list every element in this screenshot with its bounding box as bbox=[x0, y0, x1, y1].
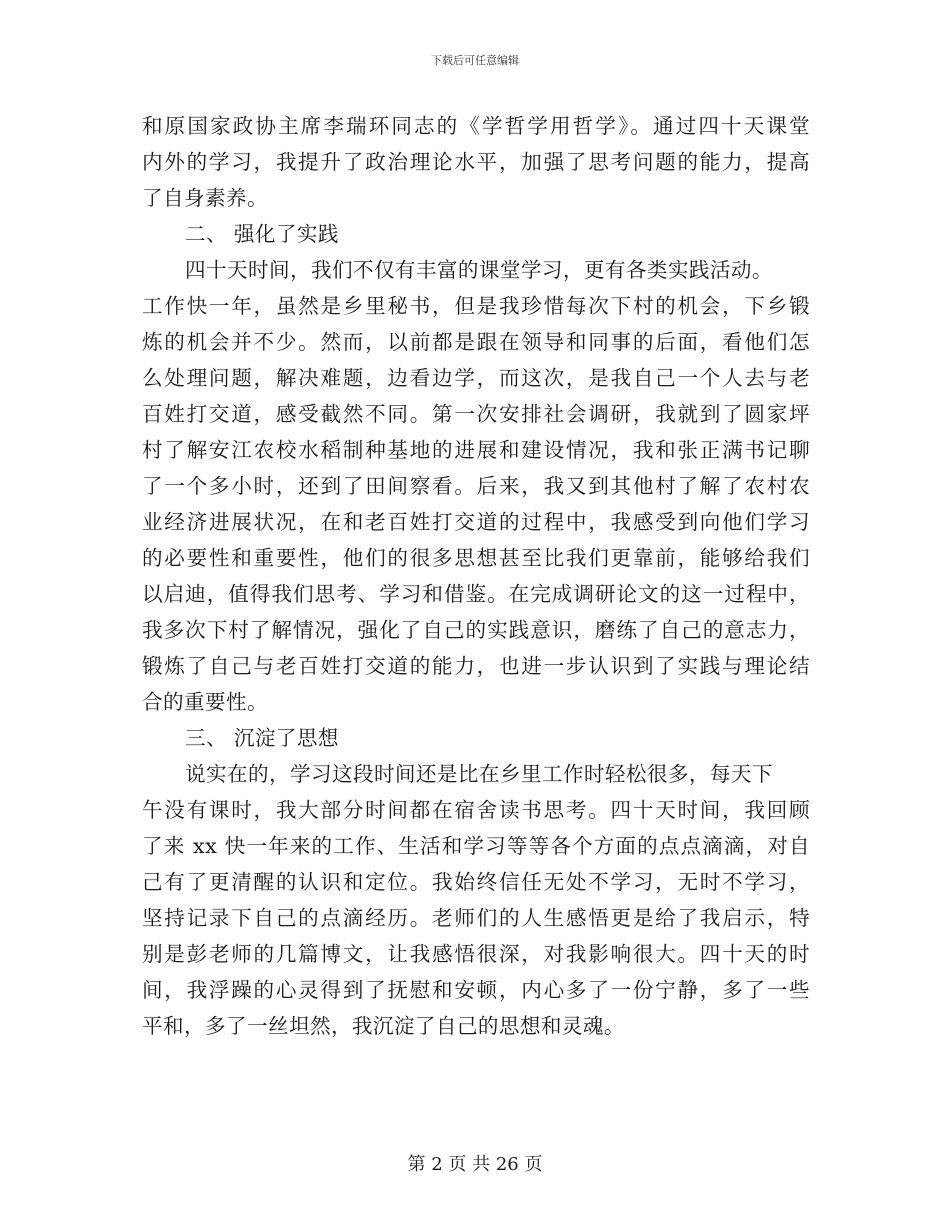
paragraph-line: 间，我浮躁的心灵得到了抚慰和安顿，内心多了一份宁静，多了一些 bbox=[142, 978, 810, 1002]
paragraph-line: 别是彭老师的几篇博文，让我感悟很深，对我影响很大。四十天的时 bbox=[142, 942, 810, 966]
paragraph-line: 坚持记录下自己的点滴经历。老师们的人生感悟更是给了我启示，特 bbox=[142, 906, 810, 930]
paragraph-line: 的必要性和重要性，他们的很多思想甚至比我们更靠前，能够给我们 bbox=[142, 546, 810, 570]
paragraph-line: 么处理问题，解决难题，边看边学，而这次，是我自己一个人去与老 bbox=[142, 366, 810, 390]
paragraph-line: 锻炼了自己与老百姓打交道的能力，也进一步认识到了实践与理论结 bbox=[142, 654, 810, 678]
paragraph-line: 午没有课时，我大部分时间都在宿舍读书思考。四十天时间，我回顾 bbox=[142, 798, 810, 822]
paragraph-line: 工作快一年，虽然是乡里秘书，但是我珍惜每次下村的机会，下乡锻 bbox=[142, 294, 810, 318]
section-heading-2: 二、 强化了实践 bbox=[185, 222, 339, 246]
paragraph-line: 炼的机会并不少。然而，以前都是跟在领导和同事的后面，看他们怎 bbox=[142, 330, 810, 354]
paragraph-line: 合的重要性。 bbox=[142, 690, 268, 714]
paragraph-line: 了自身素养。 bbox=[142, 186, 268, 210]
paragraph-line: 了一个多小时，还到了田间察看。后来，我又到其他村了解了农村农 bbox=[142, 474, 810, 498]
paragraph-line: 己有了更清醒的认识和定位。我始终信任无处不学习，无时不学习， bbox=[142, 870, 810, 894]
paragraph-line: 了来 xx 快一年来的工作、生活和学习等等各个方面的点点滴滴，对自 bbox=[142, 834, 810, 858]
page-header-note: 下载后可任意编辑 bbox=[431, 54, 519, 67]
paragraph-line: 内外的学习，我提升了政治理论水平，加强了思考问题的能力，提高 bbox=[142, 150, 810, 174]
paragraph-line: 我多次下村了解情况，强化了自己的实践意识，磨练了自己的意志力， bbox=[142, 618, 810, 642]
paragraph-line: 百姓打交道，感受截然不同。第一次安排社会调研，我就到了圆家坪 bbox=[142, 402, 810, 426]
paragraph-line: 以启迪，值得我们思考、学习和借鉴。在完成调研论文的这一过程中， bbox=[142, 582, 810, 606]
paragraph-line: 村了解安江农校水稻制种基地的进展和建设情况，我和张正满书记聊 bbox=[142, 438, 810, 462]
paragraph-line: 四十天时间，我们不仅有丰富的课堂学习，更有各类实践活动。 bbox=[185, 258, 773, 282]
document-body bbox=[142, 108, 810, 1044]
paragraph-line: 业经济进展状况，在和老百姓打交道的过程中，我感受到向他们学习 bbox=[142, 510, 810, 534]
page-number-footer: 第 2 页 共 26 页 bbox=[407, 1154, 543, 1175]
paragraph-line: 说实在的，学习这段时间还是比在乡里工作时轻松很多，每天下 bbox=[185, 762, 773, 786]
paragraph-line: 平和，多了一丝坦然，我沉淀了自己的思想和灵魂。 bbox=[142, 1014, 625, 1038]
paragraph-line: 和原国家政协主席李瑞环同志的《学哲学用哲学》。通过四十天课堂 bbox=[142, 114, 810, 138]
section-heading-3: 三、 沉淀了思想 bbox=[185, 726, 339, 750]
